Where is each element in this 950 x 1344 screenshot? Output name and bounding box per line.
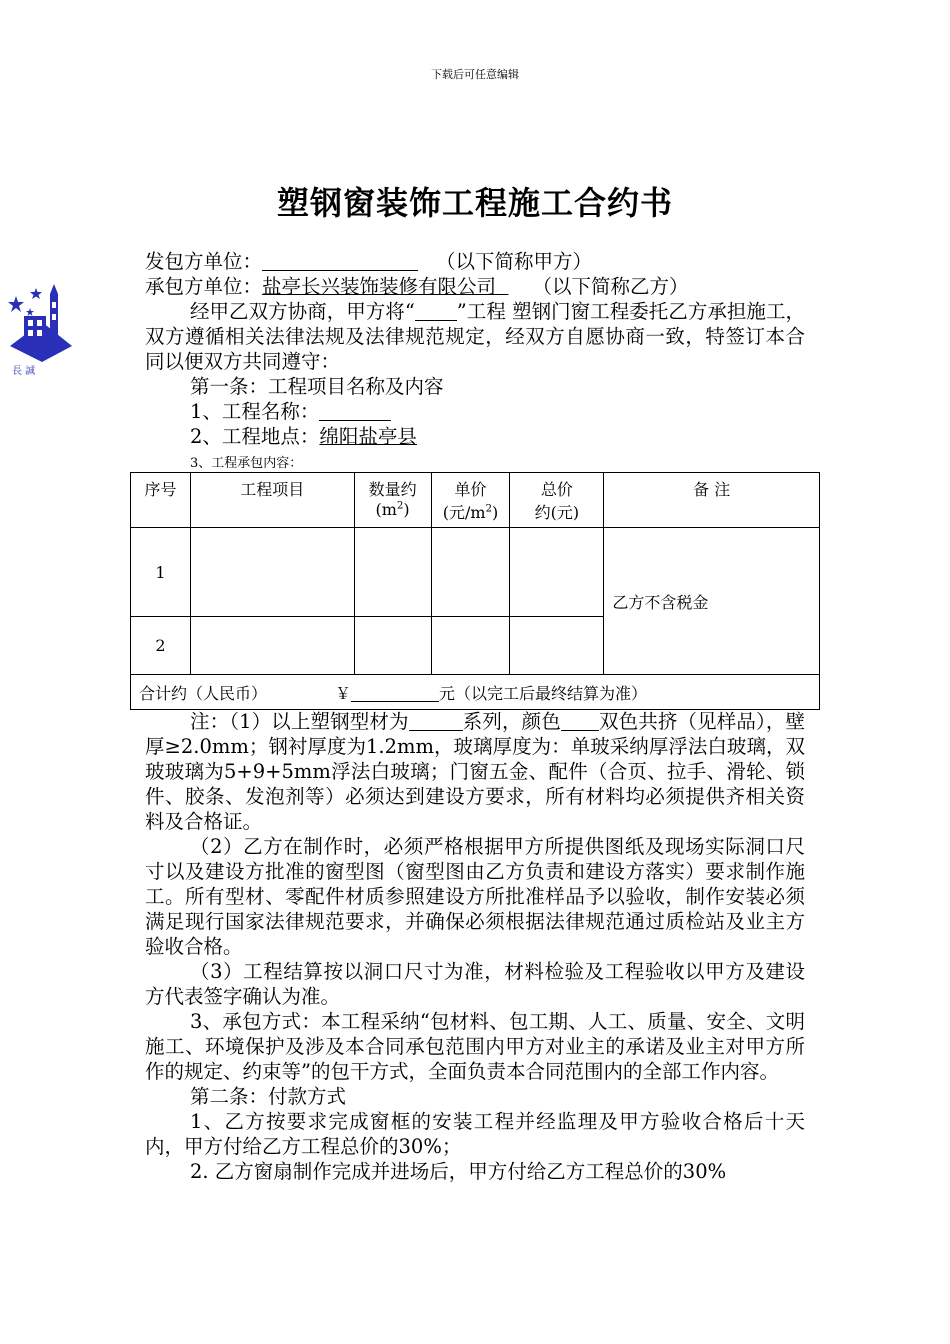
article2-heading: 第二条：付款方式 bbox=[190, 1085, 347, 1108]
remark-cell: 乙方不含税金 bbox=[604, 528, 820, 675]
intro-paragraph bbox=[145, 299, 805, 374]
series-blank bbox=[409, 710, 463, 731]
total-currency: ￥ bbox=[335, 683, 352, 703]
total-label: 合计约（人民币） bbox=[139, 683, 268, 703]
scope-table bbox=[130, 472, 820, 710]
contractor-line bbox=[145, 274, 688, 299]
project-name-line bbox=[190, 399, 391, 424]
payment-item-1: 1、乙方按要求完成窗框的安装工程并经监理及甲方验收合格后十天内，甲方付给乙方工程总价的30%； bbox=[145, 1110, 805, 1158]
row-unit-price bbox=[431, 617, 510, 675]
notes-section bbox=[145, 709, 805, 1184]
project-location-value: 绵阳盐亭县 bbox=[319, 425, 417, 448]
row-qty bbox=[354, 617, 431, 675]
intro-text-2: ”工程 塑钢门窗工程委托乙方承担施工，双方遵循相关法律法规及法律规范规定，经双方自愿协商一致，特签订本合同以便双方共同遵守： bbox=[145, 300, 805, 373]
row-total bbox=[510, 617, 604, 675]
note-2: （2）乙方在制作时，必须严格根据甲方所提供图纸及现场实际洞口尺寸以及建设方批准的窗型图（窗型图由乙方负责和建设方落实）要求制作施工。所有型材、零配件材质参照建设方所批准样品予以验收，制作安装必须满足现行国家法律规范要求，并确保必须根据法律规范通过质检站及业主方验收合格。 bbox=[145, 835, 805, 958]
table-total-row bbox=[131, 675, 820, 710]
note-1: 注：（1）以上塑钢型材为 系列，颜色 双色共挤（见样品），壁厚≥2.0mm；钢衬厚度为1.2mm，玻璃厚度为：单玻采纳厚浮法白玻璃，双玻玻璃为5+9+5mm浮法白玻璃；门窗五金、配件（合页、拉手、滑轮、锁件、胶条、发泡剂等）必须达到建设方要求，所有材料均必须提供齐相关资料及合格证。 bbox=[145, 710, 805, 833]
scope-label: 3、工程承包内容： bbox=[190, 456, 303, 471]
row-item bbox=[190, 528, 354, 617]
header-no: 序号 bbox=[131, 473, 191, 528]
row-total bbox=[510, 528, 604, 617]
intro-text-1: 经甲乙双方协商，甲方将“ bbox=[190, 300, 415, 323]
employer-blank bbox=[262, 250, 418, 271]
color-blank bbox=[561, 710, 599, 731]
total-cell bbox=[131, 675, 820, 710]
row-qty bbox=[354, 528, 431, 617]
project-name-value-blank bbox=[319, 400, 391, 421]
payment-item-2: 2. 乙方窗扇制作完成并进场后，甲方付给乙方工程总价的30% bbox=[190, 1160, 727, 1183]
document-title: 塑钢窗装饰工程施工合约书 bbox=[276, 184, 673, 222]
header-unit-price: 单价 (元$/m^2$) bbox=[431, 473, 510, 528]
employer-label: 发包方单位： bbox=[145, 250, 263, 273]
table-row bbox=[131, 528, 820, 617]
row-unit-price bbox=[431, 528, 510, 617]
employer-suffix: （以下简称甲方） bbox=[436, 250, 593, 273]
project-location-label: 2、工程地点： bbox=[190, 425, 320, 448]
contract-method: 3、承包方式：本工程采纳“包材料、包工期、人工、质量、安全、文明施工、环境保护及涉及本合同承包范围内甲方对业主的承诺及业主对甲方所作的规定、约束等”的包干方式，全面负责本合同范围内的全部工作内容。 bbox=[145, 1010, 805, 1083]
employer-line bbox=[145, 249, 592, 274]
header-total: 总价 约(元) bbox=[510, 473, 604, 528]
row-no: 2 bbox=[131, 617, 191, 675]
header-qty: 数量约 $(m^2)$ bbox=[354, 473, 431, 528]
contractor-suffix: （以下简称乙方） bbox=[532, 275, 689, 298]
note-3: （3）工程结算按以洞口尺寸为准，材料检验及工程验收以甲方及建设方代表签字确认为准。 bbox=[145, 960, 805, 1008]
article1-heading: 第一条：工程项目名称及内容 bbox=[190, 375, 444, 398]
project-name-label: 1、工程名称： bbox=[190, 400, 320, 423]
total-amount-blank bbox=[351, 685, 439, 702]
project-location-line bbox=[190, 424, 417, 449]
header-item: 工程项目 bbox=[190, 473, 354, 528]
project-name-blank bbox=[415, 300, 457, 321]
header-note: 下载后可任意编辑 bbox=[431, 68, 519, 81]
header-remark: 备 注 bbox=[604, 473, 820, 528]
table-header-row bbox=[131, 473, 820, 528]
logo-text: 長 誠 bbox=[12, 366, 36, 377]
total-suffix: 元（以完工后最终结算为准） bbox=[439, 683, 648, 703]
contractor-name: 盐亭长兴装饰装修有限公司 bbox=[262, 275, 497, 298]
row-item bbox=[190, 617, 354, 675]
company-logo bbox=[6, 282, 76, 378]
row-no: 1 bbox=[131, 528, 191, 617]
contractor-label: 承包方单位： bbox=[145, 275, 263, 298]
